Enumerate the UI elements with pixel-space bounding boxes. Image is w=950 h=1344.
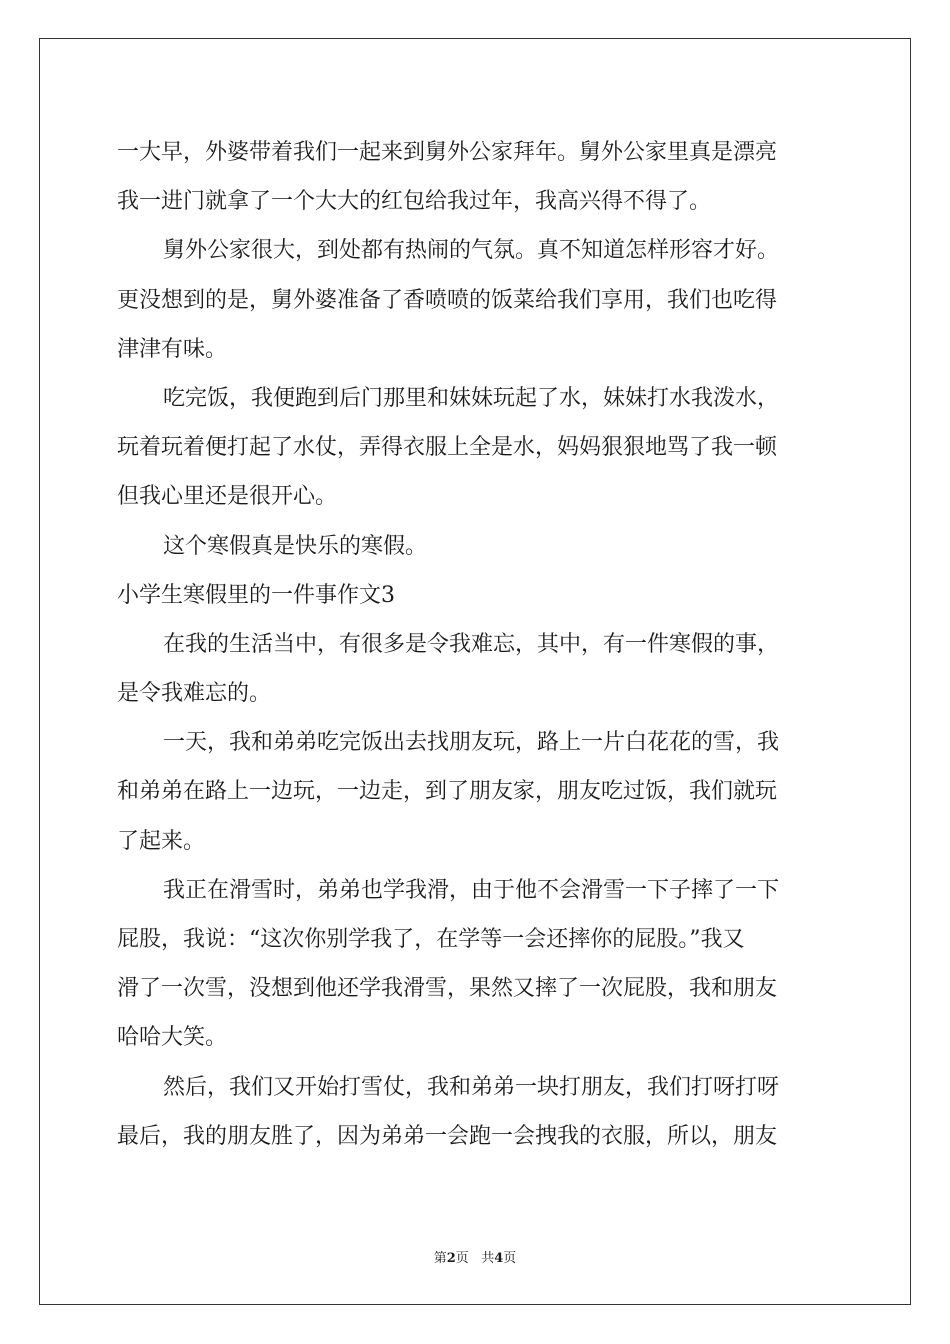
footer-total-prefix: 共	[481, 1251, 495, 1266]
text-line: 我正在滑雪时，弟弟也学我滑，由于他不会滑雪一下子摔了一下	[163, 877, 780, 903]
text-line: 哈哈大笑。	[117, 1025, 228, 1051]
footer-total-suffix: 页	[503, 1251, 517, 1266]
page-footer	[0, 1247, 950, 1266]
text-line: 但我心里还是很开心。	[117, 484, 338, 510]
footer-total-number: 4	[494, 1251, 504, 1266]
text-line: 更没想到的是，舅外婆准备了香喷喷的饭菜给我们享用，我们也吃得	[117, 287, 778, 313]
text-line: 最后，我的朋友胜了，因为弟弟一会跑一会拽我的衣服，所以，朋友	[117, 1123, 778, 1149]
footer-page-prefix: 第	[433, 1251, 447, 1266]
text-line: 玩着玩着便打起了水仗，弄得衣服上全是水，妈妈狠狠地骂了我一顿	[117, 435, 778, 461]
text-line: 津津有味。	[117, 336, 228, 362]
text-line: 屁股，我说：“这次你别学我了，在学等一会还摔你的屁股。”我又	[117, 927, 745, 952]
text-line: 吃完饭，我便跑到后门那里和妹妹玩起了水，妹妹打水我泼水，	[163, 385, 780, 411]
text-line: 我一进门就拿了一个大大的红包给我过年，我高兴得不得了。	[117, 189, 712, 215]
document-body	[117, 128, 837, 1161]
text-line: 和弟弟在路上一边玩，一边走，到了朋友家，朋友吃过饭，我们就玩	[117, 779, 778, 805]
text-line: 这个寒假真是快乐的寒假。	[163, 533, 428, 559]
text-line: 滑了一次雪，没想到他还学我滑雪，果然又摔了一次屁股，我和朋友	[117, 976, 778, 1002]
text-line: 舅外公家很大，到处都有热闹的气氛。真不知道怎样形容才好。	[163, 238, 780, 264]
text-line: 一大早，外婆带着我们一起来到舅外公家拜年。舅外公家里真是漂亮	[117, 140, 778, 165]
footer-page-number: 2	[446, 1251, 456, 1266]
text-line: 在我的生活当中，有很多是令我难忘，其中，有一件寒假的事，	[163, 631, 780, 657]
text-line: 一天，我和弟弟吃完饭出去找朋友玩，路上一片白花花的雪，我	[163, 730, 780, 756]
text-line: 了起来。	[117, 828, 206, 854]
text-line: 然后，我们又开始打雪仗，我和弟弟一块打朋友，我们打呀打呀	[163, 1074, 780, 1100]
footer-page-suffix: 页	[455, 1251, 469, 1266]
text-line: 是令我难忘的。	[117, 681, 272, 707]
section-heading: 小学生寒假里的一件事作文3	[117, 582, 395, 608]
